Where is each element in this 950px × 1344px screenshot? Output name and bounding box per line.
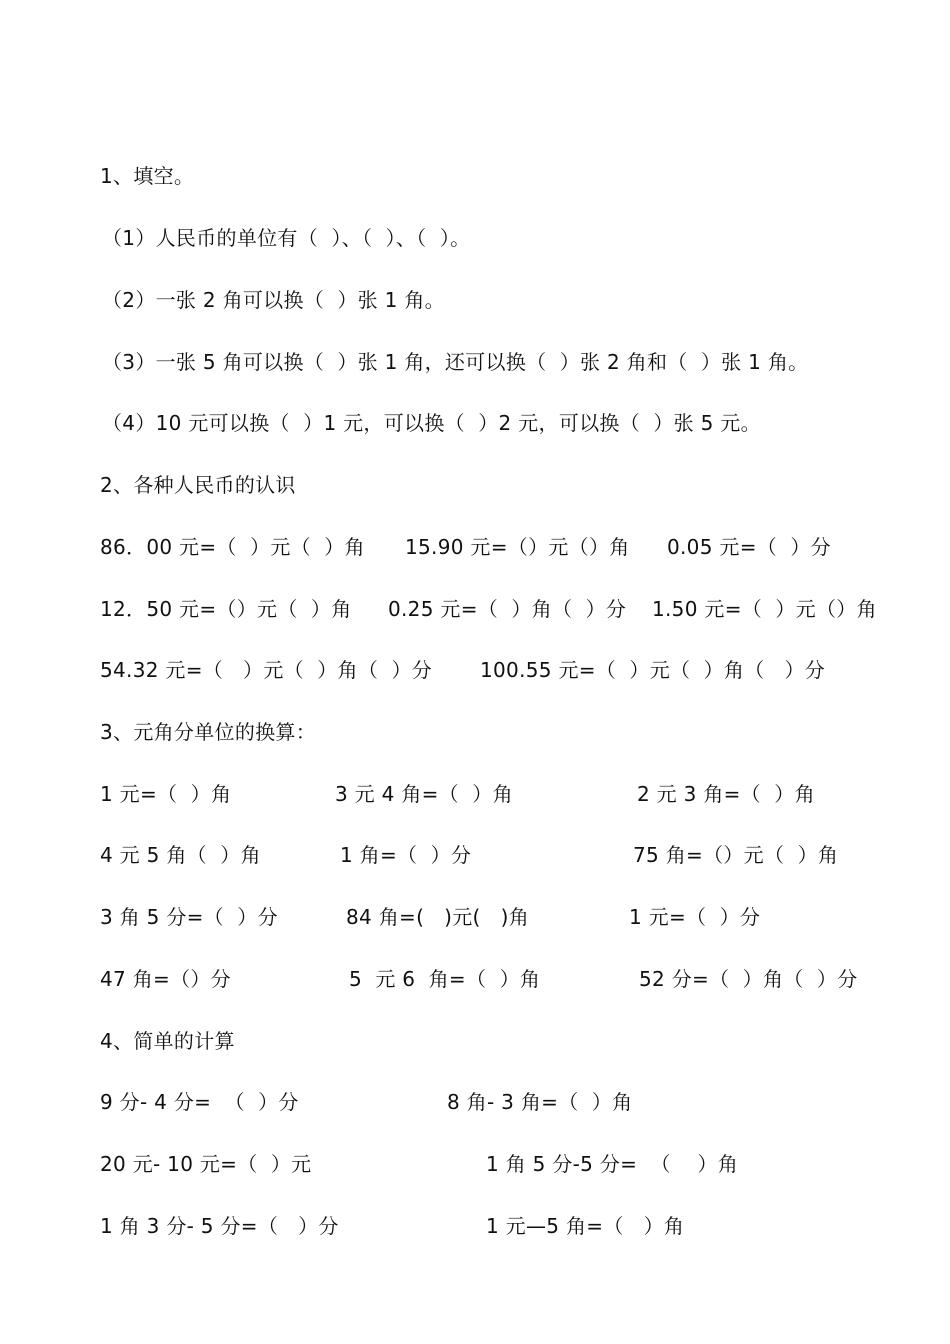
section-2-heading: 2、各种人民币的认识 — [100, 473, 296, 497]
s3-r1-item-3: 2 元 3 角=（ ）角 — [637, 782, 815, 806]
s2-r3-item-1: 54.32 元=（ ）元（ ）角（ ）分 — [100, 658, 433, 682]
s3-r1-item-1: 1 元=（ ）角 — [100, 782, 232, 806]
question-1-3: （3）一张 5 角可以换（ ）张 1 角，还可以换（ ）张 2 角和（ ）张 1 角。 — [102, 350, 809, 374]
s2-r3-item-2: 100.55 元=（ ）元（ ）角（ ）分 — [480, 658, 826, 682]
s3-r1-item-2: 3 元 4 角=（ ）角 — [335, 782, 513, 806]
s2-r2-item-1: 12．50 元=（）元（ ）角 — [100, 597, 352, 621]
s4-r1-item-2: 8 角- 3 角=（ ）角 — [447, 1090, 633, 1114]
s3-r4-item-3: 52 分=（ ）角（ ）分 — [639, 967, 858, 991]
s3-r2-item-1: 4 元 5 角（ ）角 — [100, 843, 261, 867]
s4-r2-item-1: 20 元- 10 元=（ ）元 — [100, 1152, 312, 1176]
s4-r2-item-2: 1 角 5 分-5 分= （ ）角 — [486, 1152, 739, 1176]
s2-r1-item-2: 15.90 元=（）元（）角 — [405, 535, 630, 559]
s3-r4-item-2: 5 元 6 角=（ ）角 — [349, 967, 541, 991]
s4-r1-item-1: 9 分- 4 分= （ ）分 — [100, 1090, 299, 1114]
question-1-2: （2）一张 2 角可以换（ ）张 1 角。 — [102, 288, 445, 312]
s3-r3-item-1: 3 角 5 分=（ ）分 — [100, 905, 278, 929]
s3-r3-item-3: 1 元=（ ）分 — [629, 905, 761, 929]
s2-r1-item-1: 86．00 元=（ ）元（ ）角 — [100, 535, 365, 559]
s2-r2-item-3: 1.50 元=（ ）元（）角 — [652, 597, 877, 621]
question-1-4: （4）10 元可以换（ ）1 元，可以换（ ）2 元，可以换（ ）张 5 元。 — [102, 411, 761, 435]
s2-r1-item-3: 0.05 元=（ ）分 — [667, 535, 831, 559]
s2-r2-item-2: 0.25 元=（ ）角（ ）分 — [388, 597, 627, 621]
section-1-heading: 1、填空。 — [100, 164, 195, 188]
section-4-heading: 4、简单的计算 — [100, 1029, 235, 1053]
s3-r2-item-3: 75 角=（）元（ ）角 — [633, 843, 839, 867]
s3-r2-item-2: 1 角=（ ）分 — [340, 843, 472, 867]
question-1-1: （1）人民币的单位有（ ）、（ ）、（ ）。 — [102, 226, 471, 250]
section-3-heading: 3、元角分单位的换算： — [100, 720, 317, 744]
s4-r3-item-1: 1 角 3 分- 5 分=（ ）分 — [100, 1214, 339, 1238]
s3-r3-item-2: 84 角=( )元( )角 — [346, 905, 530, 929]
s4-r3-item-2: 1 元—5 角=（ ）角 — [486, 1214, 685, 1238]
s3-r4-item-1: 47 角=（）分 — [100, 967, 231, 991]
